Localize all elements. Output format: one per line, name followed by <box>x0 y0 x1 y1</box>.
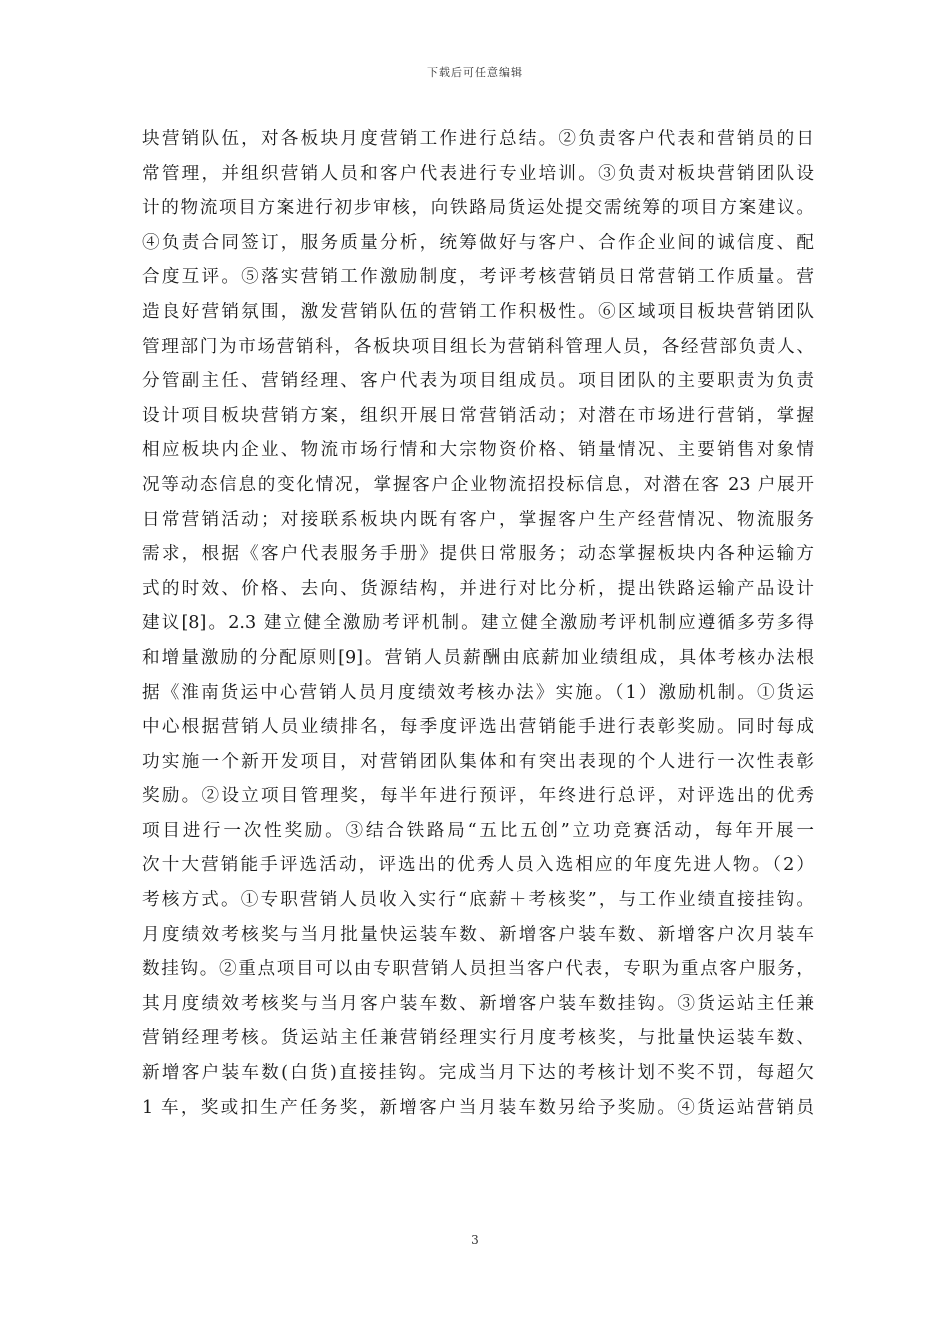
text-line: 数挂钩。②重点项目可以由专职营销人员担当客户代表，专职为重点客户服务， <box>142 959 814 980</box>
text-line: 项目进行一次性奖励。③结合铁路局“五比五创”立功竞赛活动，每年开展一 <box>142 820 814 841</box>
document-body <box>142 122 814 1125</box>
text-line: 次十大营销能手评选活动，评选出的优秀人员入选相应的年度先进人物。（2） <box>142 855 814 876</box>
text-line: 式的时效、价格、去向、货源结构，并进行对比分析，提出铁路运输产品设计 <box>142 578 814 599</box>
text-line: 营销经理考核。货运站主任兼营销经理实行月度考核奖，与批量快运装车数、 <box>142 1028 814 1049</box>
text-line: 功实施一个新开发项目，对营销团队集体和有突出表现的个人进行一次性表彰 <box>142 751 814 772</box>
text-line: 其月度绩效考核奖与当月客户装车数、新增客户装车数挂钩。③货运站主任兼 <box>142 993 814 1014</box>
text-line: 新增客户装车数(白货)直接挂钩。完成当月下达的考核计划不奖不罚，每超欠 <box>142 1063 814 1084</box>
page-number: 3 <box>471 1233 479 1247</box>
text-line: 月度绩效考核奖与当月批量快运装车数、新增客户装车数、新增客户次月装车 <box>142 924 814 945</box>
text-line: 分管副主任、营销经理、客户代表为项目组成员。项目团队的主要职责为负责 <box>142 371 814 392</box>
text-line: 造良好营销氛围，激发营销队伍的营销工作积极性。⑥区域项目板块营销团队 <box>142 301 814 322</box>
text-line: 日常营销活动；对接联系板块内既有客户，掌握客户生产经营情况、物流服务 <box>142 509 814 530</box>
text-line: 况等动态信息的变化情况，掌握客户企业物流招投标信息，对潜在客 23 户展开 <box>142 474 814 495</box>
text-line: 奖励。②设立项目管理奖，每半年进行预评，年终进行总评，对评选出的优秀 <box>142 786 814 807</box>
text-line: 计的物流项目方案进行初步审核，向铁路局货运处提交需统筹的项目方案建议。 <box>142 198 814 219</box>
text-line: 考核方式。①专职营销人员收入实行“底薪＋考核奖”，与工作业绩直接挂钩。 <box>142 890 814 911</box>
text-line: 管理部门为市场营销科，各板块项目组长为营销科管理人员，各经营部负责人、 <box>142 336 814 357</box>
text-line: 需求，根据《客户代表服务手册》提供日常服务；动态掌握板块内各种运输方 <box>142 544 814 565</box>
text-line: 建议[8]。2.3 建立健全激励考评机制。建立健全激励考评机制应遵循多劳多得 <box>142 613 814 634</box>
text-line: 和增量激励的分配原则[9]。营销人员薪酬由底薪加业绩组成，具体考核办法根 <box>142 647 814 668</box>
text-line: 1 车，奖或扣生产任务奖，新增客户当月装车数另给予奖励。④货运站营销员 <box>142 1097 814 1118</box>
page-header: 下载后可任意编辑 <box>427 66 523 79</box>
text-line: 中心根据营销人员业绩排名，每季度评选出营销能手进行表彰奖励。同时每成 <box>142 717 814 738</box>
text-line: ④负责合同签订，服务质量分析，统筹做好与客户、合作企业间的诚信度、配 <box>142 232 814 253</box>
text-line: 块营销队伍，对各板块月度营销工作进行总结。②负责客户代表和营销员的日 <box>142 129 814 149</box>
text-line: 据《淮南货运中心营销人员月度绩效考核办法》实施。（1）激励机制。①货运 <box>142 682 814 703</box>
text-line: 设计项目板块营销方案，组织开展日常营销活动；对潜在市场进行营销，掌握 <box>142 405 814 426</box>
text-line: 相应板块内企业、物流市场行情和大宗物资价格、销量情况、主要销售对象情 <box>142 440 814 461</box>
text-line: 常管理，并组织营销人员和客户代表进行专业培训。③负责对板块营销团队设 <box>142 163 814 184</box>
text-line: 合度互评。⑤落实营销工作激励制度，考评考核营销员日常营销工作质量。营 <box>142 267 814 288</box>
